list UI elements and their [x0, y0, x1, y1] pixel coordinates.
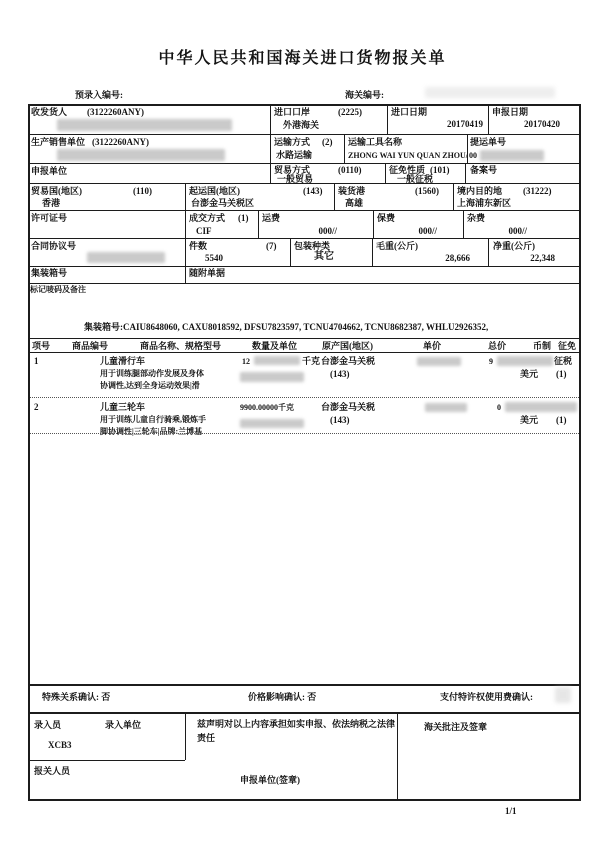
col-header-commodity-code: 商品编号 — [72, 341, 109, 351]
item-name: 儿童三轮车 — [100, 402, 146, 412]
item-exempt: (1) — [556, 369, 567, 379]
contract-no-label: 合同协议号 — [31, 241, 77, 251]
gross-weight-label: 毛重(公斤) — [376, 241, 418, 251]
customs-no-label: 海关编号: — [345, 90, 384, 100]
transport-mode-code: (2) — [322, 137, 333, 147]
consignee-name-redaction — [57, 119, 232, 131]
divider — [28, 283, 581, 284]
divider — [28, 266, 581, 267]
bill-no-redaction — [480, 150, 544, 161]
vehicle-name-value: ZHONG WAI YUN QUAN ZHOU/ — [348, 151, 469, 160]
departure-country-label: 起运国(地区) — [189, 186, 240, 196]
broker-label: 报关人员 — [34, 766, 71, 776]
divider — [290, 238, 291, 266]
producer-name-redaction — [57, 149, 225, 161]
col-header-name-spec: 商品名称、规格型号 — [140, 341, 222, 351]
departure-country-code: (143) — [303, 186, 323, 196]
item-total-prefix: 9 — [489, 357, 493, 366]
item-unit-price-redaction — [425, 403, 467, 412]
declare-date-value: 20170420 — [524, 119, 560, 129]
producer-label: 生产销售单位 — [31, 137, 86, 147]
trade-mode-label: 贸易方式 — [274, 165, 311, 175]
loading-port-code: (1560) — [415, 186, 439, 196]
divider — [28, 684, 581, 686]
freight-value: 000// — [318, 226, 337, 236]
transaction-mode-code: (1) — [238, 213, 249, 223]
net-weight-value: 22,348 — [530, 253, 555, 263]
item-qty-unit: 千克 — [302, 356, 321, 366]
net-weight-label: 净重(公斤) — [493, 241, 535, 251]
item-no: 2 — [34, 402, 39, 412]
col-header-unit-price: 单价 — [423, 341, 442, 351]
item-qty2-redaction — [240, 419, 304, 428]
consignee-code: (3122260ANY) — [87, 107, 144, 117]
packages-code: (7) — [266, 241, 277, 251]
divider — [28, 760, 185, 761]
item-origin-code: (143) — [330, 369, 350, 379]
item-qty2-redaction — [240, 372, 304, 382]
item-total-redaction — [505, 402, 577, 412]
item-desc-line1: 用于训练腿部动作发展及身体 — [100, 369, 204, 378]
item-separator — [30, 397, 579, 398]
import-date-label: 进口日期 — [391, 107, 428, 117]
trade-country-code: (110) — [133, 186, 152, 196]
divider — [28, 134, 581, 135]
item-currency: 美元 — [520, 369, 539, 379]
declare-date-label: 申报日期 — [492, 107, 529, 117]
page-number: 1/1 — [505, 806, 517, 816]
item-qty-redaction — [254, 356, 300, 365]
marks-notes-label: 标记唛码及备注 — [30, 285, 86, 294]
col-header-currency: 币制 — [533, 341, 552, 351]
package-type-label: 包装种类 — [294, 241, 331, 251]
license-no-label: 许可证号 — [31, 213, 68, 223]
levy-nature-code: (101) — [430, 165, 450, 175]
customs-note-label: 海关批注及签章 — [424, 722, 488, 732]
divider — [344, 134, 345, 163]
freight-label: 运费 — [262, 213, 281, 223]
transaction-mode-label: 成交方式 — [189, 213, 226, 223]
packages-value: 5540 — [205, 253, 223, 263]
item-total-redaction — [497, 356, 553, 366]
destination-code: (31222) — [523, 186, 552, 196]
page-title: 中华人民共和国海关进口货物报关单 — [158, 50, 447, 67]
col-header-item-no: 项号 — [32, 341, 51, 351]
divider — [453, 183, 454, 210]
trade-country-label: 贸易国(地区) — [31, 186, 82, 196]
item-unit-price-redaction — [417, 357, 461, 366]
item-exempt: (1) — [556, 415, 567, 425]
contract-no-redaction — [87, 252, 165, 263]
transport-mode-value: 水路运输 — [276, 150, 313, 160]
producer-code: (3122260ANY) — [92, 137, 149, 147]
item-total-prefix: 0 — [497, 403, 501, 412]
loading-port-value: 高雄 — [345, 198, 364, 208]
item-qty-prefix: 12 — [242, 357, 250, 366]
record-no-label: 备案号 — [470, 165, 498, 175]
col-header-qty-unit: 数量及单位 — [252, 341, 298, 351]
levy-nature-label: 征免性质 — [389, 165, 426, 175]
col-header-origin: 原产国(地区) — [322, 341, 373, 351]
import-date-value: 20170419 — [447, 119, 483, 129]
divider — [387, 104, 388, 134]
trade-mode-value: 一般贸易 — [277, 174, 314, 184]
vehicle-name-label: 运输工具名称 — [348, 137, 403, 147]
transaction-mode-value: CIF — [196, 226, 212, 236]
pre-entry-no-label: 预录入编号: — [75, 90, 123, 100]
special-relation-confirmation: 特殊关系确认: 否 — [42, 692, 111, 702]
divider — [372, 238, 373, 266]
declaration-statement: 兹声明对以上内容承担如实申报、依法纳税之法律责任 — [197, 719, 396, 743]
container-no-label: 集装箱号 — [31, 268, 68, 278]
item-name: 儿童滑行车 — [100, 356, 146, 366]
item-qty: 9900.00000千克 — [240, 403, 294, 412]
package-type-value: 其它 — [314, 251, 334, 262]
insurance-label: 保费 — [377, 213, 396, 223]
divider — [270, 104, 271, 183]
divider — [28, 210, 581, 211]
import-port-code: (2225) — [338, 107, 362, 117]
royalty-payment-confirmation: 支付特许权使用费确认: — [440, 692, 533, 702]
divider — [258, 210, 259, 238]
container-list: 集装箱号:CAIU8648060, CAXU8018592, DFSU7823597, TCNU4704662, TCNU8682387, WHLU2926352, — [84, 322, 489, 332]
bill-no-prefix: 00 — [469, 151, 477, 160]
item-desc-line1: 用于训练儿童自行骑乘,锻炼手 — [100, 415, 206, 424]
entry-clerk-label: 录入员 — [34, 720, 62, 730]
divider — [185, 183, 186, 283]
divider — [185, 712, 186, 760]
customs-no-redaction — [425, 87, 555, 98]
packages-label: 件数 — [189, 241, 208, 251]
attached-docs-label: 随附单据 — [189, 268, 226, 278]
item-separator — [30, 433, 579, 434]
trade-country-value: 香港 — [42, 198, 61, 208]
entry-unit-label: 录入单位 — [105, 720, 142, 730]
import-port-value: 外港海关 — [283, 120, 320, 130]
declare-unit-label: 申报单位 — [31, 166, 68, 176]
loading-port-label: 装货港 — [338, 186, 366, 196]
divider — [28, 712, 581, 714]
item-desc-line2: 协调性,达到全身运动效果|滑 — [100, 381, 200, 390]
declare-sign-label: 申报单位(签章) — [240, 775, 300, 785]
divider — [334, 183, 335, 210]
item-levy: 征税 — [554, 356, 573, 366]
col-header-levy: 征免 — [558, 341, 577, 351]
item-no: 1 — [34, 356, 39, 366]
item-origin: 台澎金马关税 — [321, 402, 376, 412]
divider — [28, 352, 581, 353]
misc-fees-value: 000// — [508, 226, 527, 236]
import-port-label: 进口口岸 — [274, 107, 311, 117]
royalty-value-redaction — [555, 687, 571, 703]
col-header-total-price: 总价 — [488, 341, 507, 351]
item-desc-line2: 脚协调性|三轮车|品牌:兰博基 — [100, 427, 203, 436]
divider — [397, 712, 398, 801]
divider — [465, 163, 466, 183]
entry-clerk-value: XCB3 — [48, 740, 72, 750]
departure-country-value: 台澎金马关税区 — [191, 198, 255, 208]
destination-label: 境内目的地 — [457, 186, 503, 196]
gross-weight-value: 28,666 — [445, 253, 470, 263]
destination-value: 上海浦东新区 — [457, 198, 512, 208]
divider — [28, 163, 581, 164]
divider — [28, 338, 581, 339]
price-influence-confirmation: 价格影响确认: 否 — [248, 692, 317, 702]
consignee-label: 收发货人 — [31, 107, 68, 117]
item-origin: 台澎金马关税 — [321, 356, 376, 366]
levy-nature-value: 一般征税 — [397, 174, 434, 184]
item-origin-code: (143) — [330, 415, 350, 425]
divider — [385, 163, 386, 183]
item-currency: 美元 — [520, 415, 539, 425]
bill-no-label: 提运单号 — [470, 137, 507, 147]
misc-fees-label: 杂费 — [467, 213, 486, 223]
divider — [28, 238, 581, 239]
transport-mode-label: 运输方式 — [274, 137, 311, 147]
insurance-value: 000// — [418, 226, 437, 236]
trade-mode-code: (0110) — [338, 165, 362, 175]
